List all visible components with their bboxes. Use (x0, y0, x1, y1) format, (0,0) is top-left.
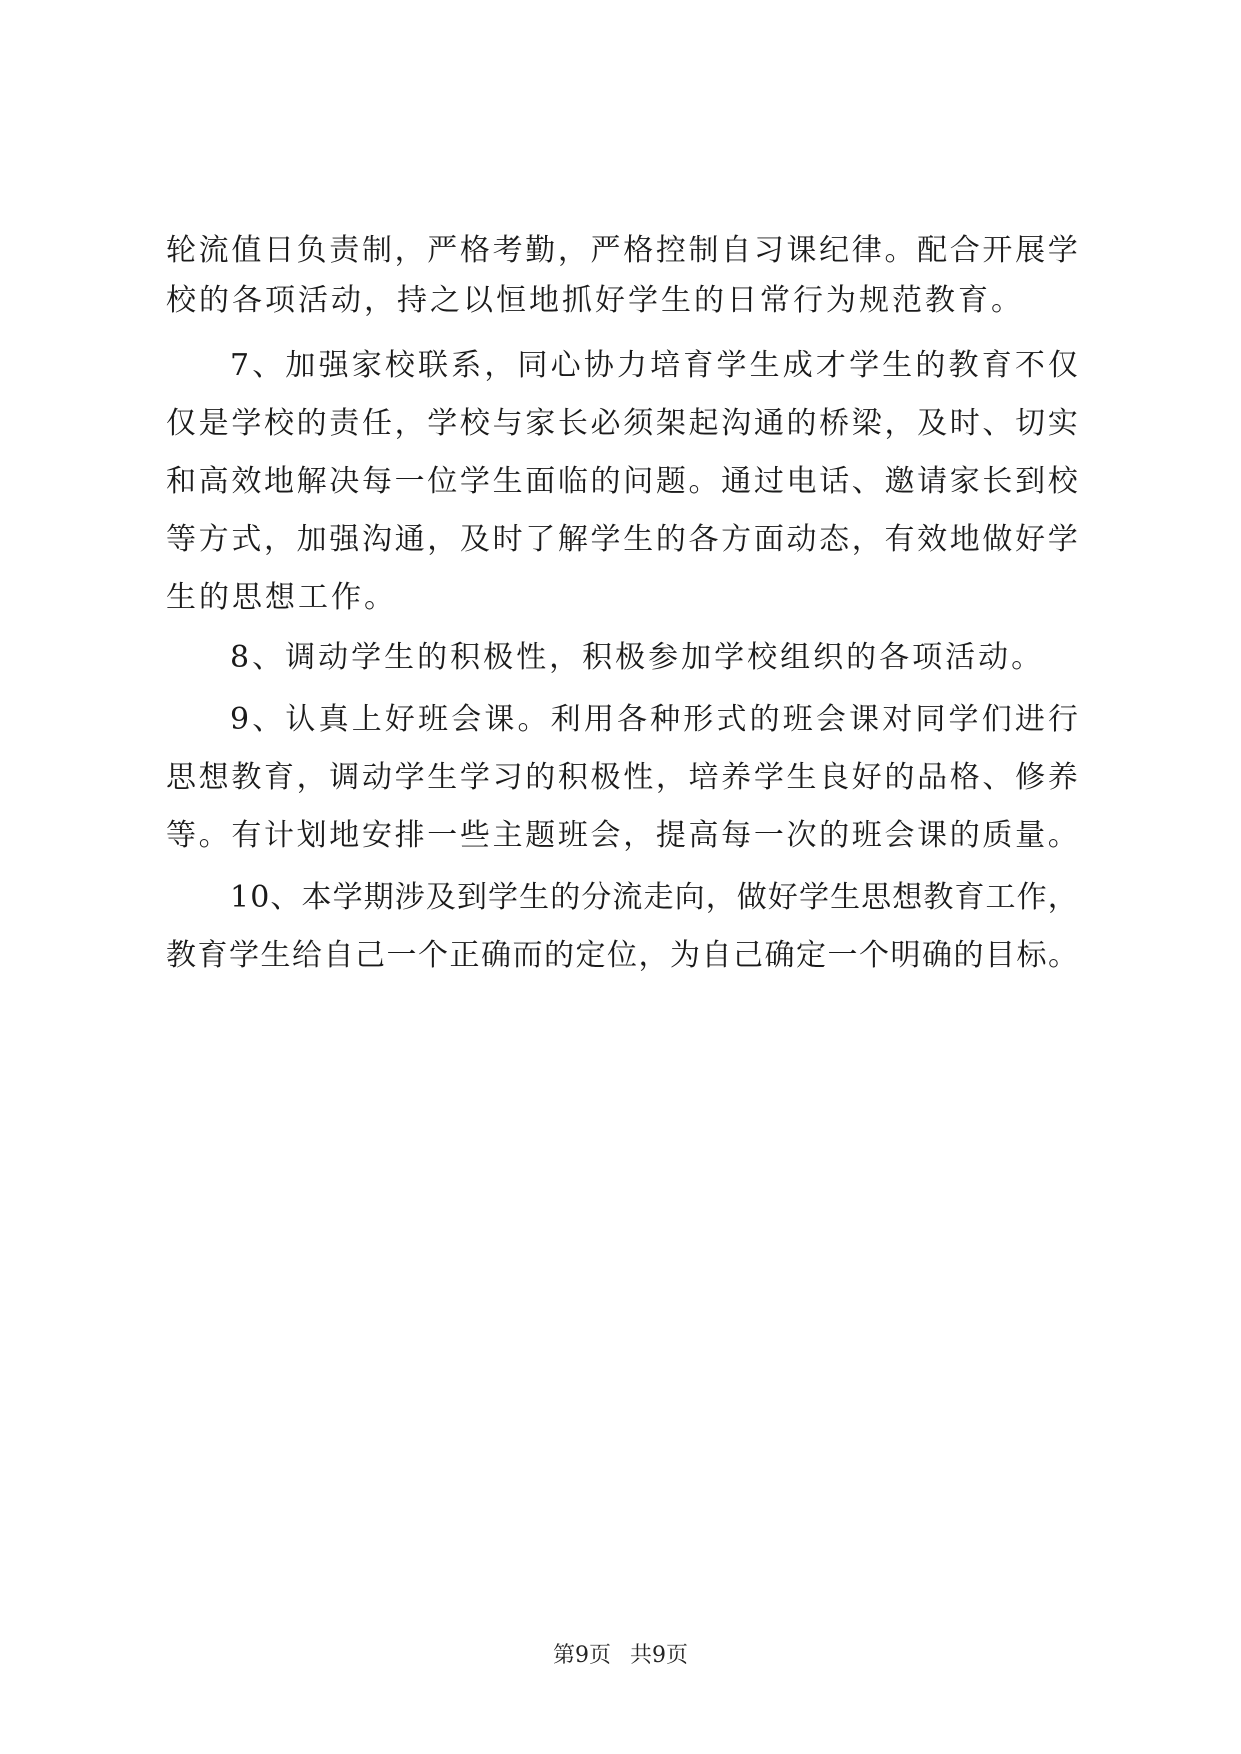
text-line: 思 想 教 育 ， 调 动 学 生 学 习 的 积 极 性 ， 培 养 学 生 良 好 的 品 格 、 修 养 (166, 760, 1078, 795)
paragraph-9-line: 9 、 认 真 上 好 班 会 课 。 利 用 各 种 形 式 的 班 会 课 对 同 学 们 进 行 (230, 702, 1078, 737)
text-line: 校的各项活动，持之以恒地抓好学生的日常行为规范教育。 (166, 283, 1024, 318)
text-line: 等 。 有 计 划 地 安 排 一 些 主 题 班 会 ， 提 高 每 一 次 的 班 会 课 的 质 量 。 (166, 818, 1078, 853)
text-line: 等 方 式 ， 加 强 沟 通 ， 及 时 了 解 学 生 的 各 方 面 动 态 ， 有 效 地 做 好 学 (166, 522, 1078, 557)
text-line: 教 育 学 生 给 自 己 一 个 正 确 而 的 定 位 ， 为 自 己 确 定 一 个 明 确 的 目 标 。 (166, 938, 1078, 973)
page-number: 第9页 (553, 1643, 611, 1668)
paragraph-10-line: 1 0 、 本 学 期 涉 及 到 学 生 的 分 流 走 向 ， 做 好 学 生 思 想 教 育 工 作 ， (230, 880, 1078, 915)
paragraph-7-line: 7 、 加 强 家 校 联 系 ， 同 心 协 力 培 育 学 生 成 才 学 生 的 教 育 不 仅 (230, 348, 1078, 383)
text-line: 仅 是 学 校 的 责 任 ， 学 校 与 家 长 必 须 架 起 沟 通 的 桥 梁 ， 及 时 、 切 实 (166, 406, 1078, 441)
text-line: 生的思想工作。 (166, 580, 397, 615)
text-line: 轮 流 值 日 负 责 制 ， 严 格 考 勤 ， 严 格 控 制 自 习 课 纪 律 。 配 合 开 展 学 (166, 233, 1078, 268)
page-footer (0, 1642, 1241, 1670)
page-total: 共9页 (630, 1643, 688, 1668)
text-line: 和 高 效 地 解 决 每 一 位 学 生 面 临 的 问 题 。 通 过 电 话 、 邀 请 家 长 到 校 (166, 464, 1078, 499)
paragraph-8-line: 8、调动学生的积极性，积极参加学校组织的各项活动。 (230, 640, 1045, 675)
